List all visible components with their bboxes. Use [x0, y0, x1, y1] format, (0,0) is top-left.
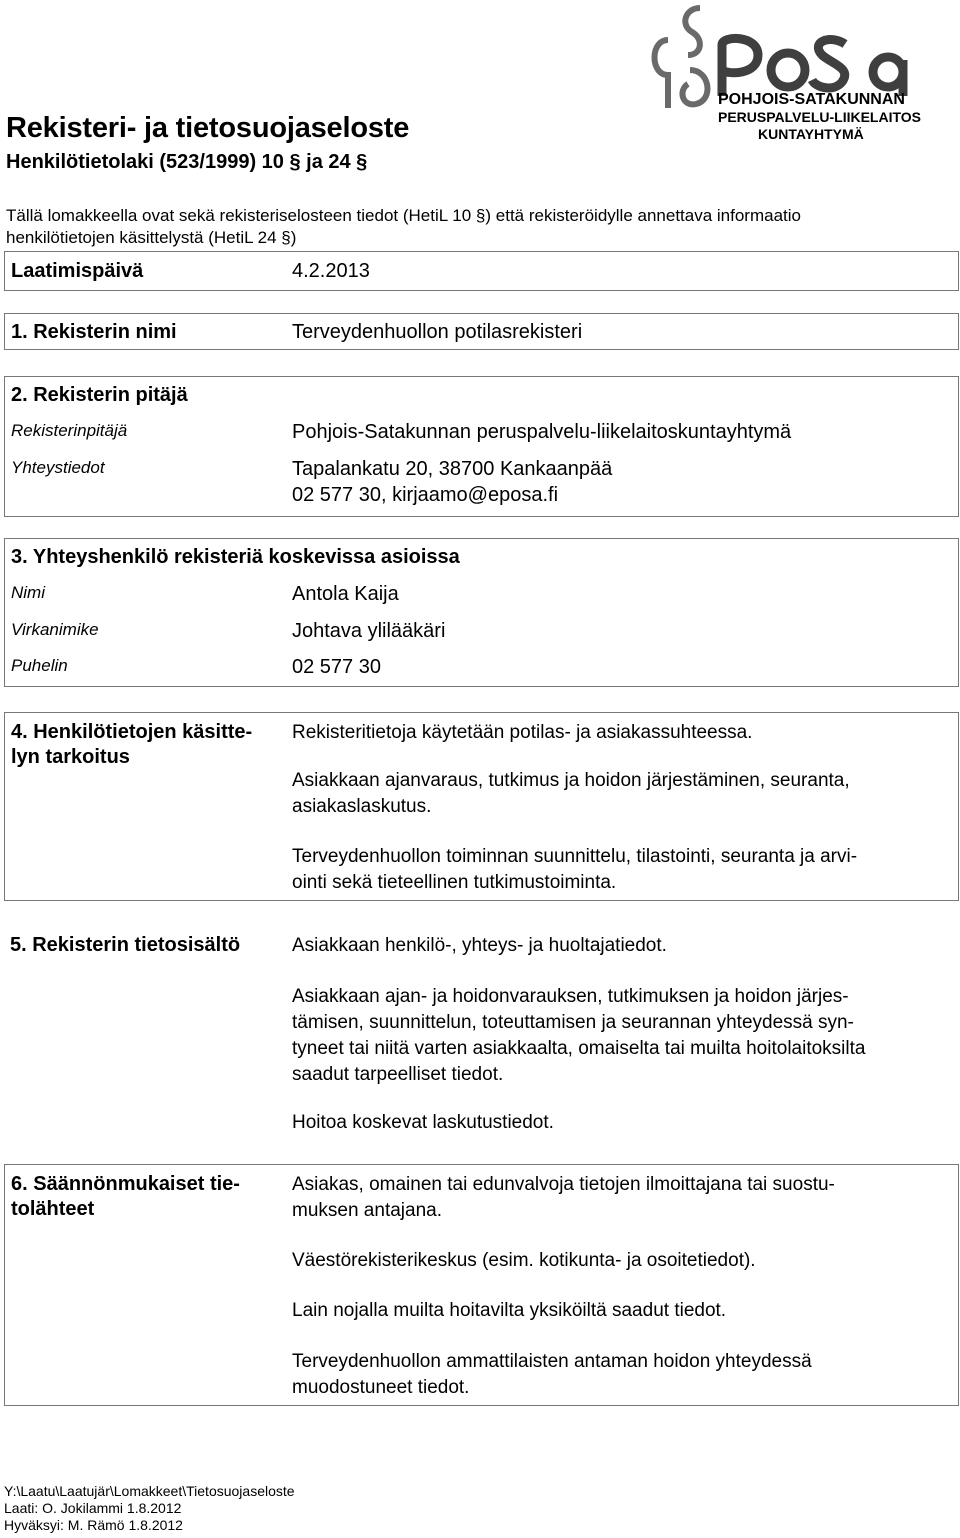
footer	[4, 1483, 295, 1534]
rekisterinpitaja-value: Pohjois-Satakunnan peruspalvelu-liikelaitoskuntayhtymä	[292, 421, 792, 443]
address-value: Tapalankatu 20, 38700 Kankaanpää	[292, 458, 613, 480]
section-5-p2-line-3: tyneet tai niitä varten asiakkaalta, omaiselta tai muilta hoitolaitoksilta	[292, 1038, 866, 1059]
section-6-label	[11, 1172, 240, 1222]
section-6-p4	[292, 1349, 957, 1401]
section-4-p2-line-1: Asiakkaan ajanvaraus, tutkimus ja hoidon järjestäminen, seuranta,	[292, 770, 850, 791]
section-2-box	[4, 376, 959, 517]
section-2-heading: 2. Rekisterin pitäjä	[11, 384, 188, 406]
document-title: Rekisteri- ja tietosuojaseloste	[6, 112, 410, 144]
section-1-label: 1. Rekisterin nimi	[11, 321, 177, 343]
section-4-label-line-1: 4. Henkilötietojen käsitte-	[11, 721, 253, 743]
section-4-p3-line-1: Terveydenhuollon toiminnan suunnittelu, tilastointi, seuranta ja arvi-	[292, 846, 858, 867]
yhteystiedot-label: Yhteystiedot	[11, 458, 105, 477]
section-4-p1: Rekisteritietoja käytetään potilas- ja asiakassuhteessa.	[292, 722, 753, 743]
section-6-p1	[292, 1172, 957, 1224]
section-4-p2	[292, 768, 957, 820]
section-1-value: Terveydenhuollon potilasrekisteri	[292, 321, 583, 343]
posa-logo	[640, 0, 940, 150]
section-6-p4-line-2: muodostuneet tiedot.	[292, 1377, 470, 1398]
puhelin-value: 02 577 30	[292, 656, 381, 678]
section-5-p2-line-2: tämisen, suunnittelun, toteuttamisen ja seurannan yhteydessä syn-	[292, 1012, 854, 1033]
section-5-label: 5. Rekisterin tietosisältö	[10, 934, 241, 956]
section-5-p3: Hoitoa koskevat laskutustiedot.	[292, 1112, 554, 1133]
section-4-p3	[292, 844, 957, 896]
section-6-label-line-2: tolähteet	[11, 1198, 95, 1220]
laatimispaiva-box	[4, 251, 959, 291]
logo-line2: PERUSPALVELU-LIIKELAITOS	[718, 109, 922, 125]
intro-line-2: henkilötietojen käsittelystä (HetiL 24 §)	[6, 228, 297, 247]
logo-line1: POHJOIS-SATAKUNNAN	[718, 91, 905, 108]
section-6-p3: Lain nojalla muilta hoitavilta yksiköiltä saadut tiedot.	[292, 1300, 727, 1321]
section-5-p2-line-1: Asiakkaan ajan- ja hoidonvarauksen, tutkimuksen ja hoidon järjes-	[292, 986, 849, 1007]
section-1-box	[4, 313, 959, 350]
phone-email-value: 02 577 30, kirjaamo@eposa.fi	[292, 484, 559, 506]
section-3-heading: 3. Yhteyshenkilö rekisteriä koskevissa asioissa	[11, 546, 460, 568]
intro-text	[6, 205, 956, 249]
footer-path: Y:\Laatu\Laatujär\Lomakkeet\Tietosuojaseloste	[4, 1483, 295, 1499]
virkanimike-label: Virkanimike	[11, 620, 99, 639]
nimi-label: Nimi	[11, 583, 45, 602]
section-4-p3-line-2: ointi sekä tieteellinen tutkimustoiminta.	[292, 872, 617, 893]
section-6-p1-line-2: muksen antajana.	[292, 1200, 442, 1221]
section-4-p2-line-2: asiakaslaskutus.	[292, 796, 432, 817]
section-5-p1: Asiakkaan henkilö-, yhteys- ja huoltajatiedot.	[292, 935, 667, 956]
footer-hyvaksyi: Hyväksyi: M. Rämö 1.8.2012	[4, 1517, 183, 1533]
logo-line3: KUNTAYHTYMÄ	[758, 126, 864, 142]
footer-laati: Laati: O. Jokilammi 1.8.2012	[4, 1500, 182, 1516]
laatimispaiva-label: Laatimispäivä	[11, 260, 144, 282]
laatimispaiva-value: 4.2.2013	[292, 260, 370, 282]
section-6-label-line-1: 6. Säännönmukaiset tie-	[11, 1173, 240, 1195]
logo-letters	[722, 38, 903, 96]
intro-line-1: Tällä lomakkeella ovat sekä rekisteriselosteen tiedot (HetiL 10 §) että rekisteröidylle annettava informaatio	[6, 206, 801, 225]
nimi-value: Antola Kaija	[292, 583, 399, 605]
virkanimike-value: Johtava ylilääkäri	[292, 620, 446, 642]
section-5-p2	[292, 984, 957, 1088]
section-5-p2-line-4: saadut tarpeelliset tiedot.	[292, 1064, 504, 1085]
section-6-p1-line-1: Asiakas, omainen tai edunvalvoja tietojen ilmoittajana tai suostu-	[292, 1174, 835, 1195]
section-4-label-line-2: lyn tarkoitus	[11, 746, 130, 768]
section-3-box	[4, 538, 959, 687]
document-subtitle: Henkilötietolaki (523/1999) 10 § ja 24 §	[6, 151, 368, 173]
section-6-p4-line-1: Terveydenhuollon ammattilaisten antaman hoidon yhteydessä	[292, 1351, 812, 1372]
section-4-label	[11, 720, 252, 770]
section-6-p2: Väestörekisterikeskus (esim. kotikunta- ja osoitetiedot).	[292, 1250, 756, 1271]
rekisterinpitaja-label: Rekisterinpitäjä	[11, 421, 128, 440]
puhelin-label: Puhelin	[11, 656, 68, 675]
logo-emblem	[655, 8, 708, 108]
